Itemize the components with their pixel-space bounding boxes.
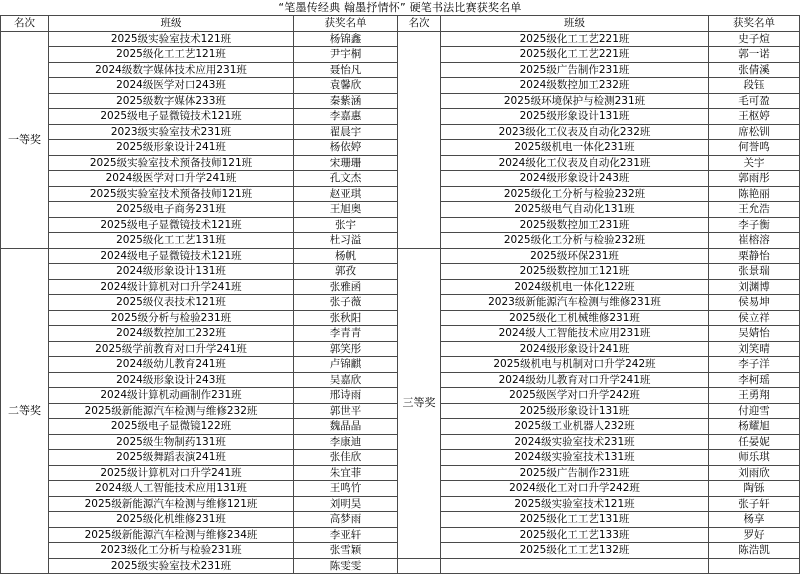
right-class-cell: 2024级形象设计241班 bbox=[441, 341, 709, 357]
right-winner-cell: 张倩溪 bbox=[709, 62, 800, 78]
right-winner-cell: 任晏妮 bbox=[709, 434, 800, 450]
left-winner-cell: 邢诗雨 bbox=[294, 388, 398, 404]
left-winner-cell: 张秋阳 bbox=[294, 310, 398, 326]
left-class-cell: 2024级数字媒体技术应用231班 bbox=[49, 62, 294, 78]
right-class-cell: 2025级电气自动化131班 bbox=[441, 202, 709, 218]
right-class-cell: 2024级形象设计243班 bbox=[441, 171, 709, 187]
left-class-cell: 2025级电子显微镜技术121班 bbox=[49, 109, 294, 125]
right-winner-cell: 吴婧怡 bbox=[709, 326, 800, 342]
right-class-cell: 2025级实验室技术121班 bbox=[441, 496, 709, 512]
right-winner-cell: 王枢婷 bbox=[709, 109, 800, 125]
left-class-cell: 2025级化机维修231班 bbox=[49, 512, 294, 528]
right-winner-cell: 王允浩 bbox=[709, 202, 800, 218]
left-class-cell: 2023级实验室技术231班 bbox=[49, 124, 294, 140]
right-class-cell: 2025级化工工艺133班 bbox=[441, 527, 709, 543]
right-class-cell: 2025级化工机械维修231班 bbox=[441, 310, 709, 326]
right-winner-cell: 刘渊博 bbox=[709, 279, 800, 295]
right-winner-cell: 席松钏 bbox=[709, 124, 800, 140]
left-winner-cell: 秦紫涵 bbox=[294, 93, 398, 109]
left-winner-cell: 聂怡凡 bbox=[294, 62, 398, 78]
left-class-cell: 2025级数字媒体233班 bbox=[49, 93, 294, 109]
left-winner-cell: 卢锦麒 bbox=[294, 357, 398, 373]
right-class-cell: 2025级化工工艺221班 bbox=[441, 47, 709, 63]
page-title: “笔墨传经典 翰墨抒情怀” 硬笔书法比赛获奖名单 bbox=[278, 1, 522, 14]
right-class-cell: 2024级数控加工232班 bbox=[441, 78, 709, 94]
left-class-cell: 2025级计算机对口升学241班 bbox=[49, 465, 294, 481]
left-winner-cell: 王鸣竹 bbox=[294, 481, 398, 497]
table-row bbox=[1, 31, 800, 47]
left-class-cell: 2023级化工分析与检验231班 bbox=[49, 543, 294, 559]
header-winner-left: 获奖名单 bbox=[294, 16, 398, 32]
right-winner-cell: 侯立祥 bbox=[709, 310, 800, 326]
left-class-cell: 2024级医学对口243班 bbox=[49, 78, 294, 94]
left-class-cell: 2025级实验室技术预备技师121班 bbox=[49, 155, 294, 171]
left-winner-cell: 宋珊珊 bbox=[294, 155, 398, 171]
left-class-cell: 2025级新能源汽车检测与维修232班 bbox=[49, 403, 294, 419]
left-class-cell: 2025级形象设计241班 bbox=[49, 140, 294, 156]
header-winner-right: 获奖名单 bbox=[709, 16, 800, 32]
right-winner-cell: 刘笑晴 bbox=[709, 341, 800, 357]
right-class-cell: 2023级新能源汽车检测与维修231班 bbox=[441, 295, 709, 311]
left-winner-cell: 朱宜菲 bbox=[294, 465, 398, 481]
left-class-cell: 2025级化工工艺131班 bbox=[49, 233, 294, 249]
right-winner-cell: 罗好 bbox=[709, 527, 800, 543]
right-winner-cell: 李柯瑶 bbox=[709, 372, 800, 388]
right-winner-cell: 杨享 bbox=[709, 512, 800, 528]
table-row bbox=[1, 248, 800, 264]
empty-cell bbox=[398, 558, 441, 574]
left-winner-cell: 吴嘉欣 bbox=[294, 372, 398, 388]
left-winner-cell: 杨依婷 bbox=[294, 140, 398, 156]
right-class-cell: 2025级机电与机制对口升学242班 bbox=[441, 357, 709, 373]
left-winner-cell: 李青青 bbox=[294, 326, 398, 342]
right-class-cell: 2025级形象设计131班 bbox=[441, 403, 709, 419]
left-winner-cell: 郭世平 bbox=[294, 403, 398, 419]
right-class-cell: 2025级数控加工121班 bbox=[441, 264, 709, 280]
left-winner-cell: 张子薇 bbox=[294, 295, 398, 311]
right-class-cell: 2025级化工工艺221班 bbox=[441, 31, 709, 47]
right-winner-cell: 王勇翔 bbox=[709, 388, 800, 404]
left-winner-cell: 尹宇桐 bbox=[294, 47, 398, 63]
left-class-cell: 2025级电子显微镜技术121班 bbox=[49, 217, 294, 233]
right-class-cell: 2024级实验室技术131班 bbox=[441, 450, 709, 466]
right-winner-cell: 付迎雪 bbox=[709, 403, 800, 419]
right-rank-cell: 三等奖 bbox=[398, 248, 441, 558]
left-winner-cell: 李康迪 bbox=[294, 434, 398, 450]
left-winner-cell: 刘明昊 bbox=[294, 496, 398, 512]
right-class-cell: 2025级化工分析与检验232班 bbox=[441, 186, 709, 202]
right-class-cell: 2024级化工对口升学242班 bbox=[441, 481, 709, 497]
right-winner-cell: 史子煊 bbox=[709, 31, 800, 47]
right-winner-cell: 郭雨彤 bbox=[709, 171, 800, 187]
right-winner-cell: 陈浩凯 bbox=[709, 543, 800, 559]
right-winner-cell: 陈艳丽 bbox=[709, 186, 800, 202]
table-row bbox=[1, 558, 800, 574]
left-winner-cell: 李嘉惠 bbox=[294, 109, 398, 125]
header-class-right: 班级 bbox=[441, 16, 709, 32]
right-rank-cell bbox=[398, 31, 441, 248]
header-rank-right: 名次 bbox=[398, 16, 441, 32]
right-winner-cell: 张子轩 bbox=[709, 496, 800, 512]
award-table bbox=[0, 15, 800, 574]
right-winner-cell: 关宇 bbox=[709, 155, 800, 171]
left-winner-cell: 李亚轩 bbox=[294, 527, 398, 543]
left-class-cell: 2024级人工智能技术应用131班 bbox=[49, 481, 294, 497]
right-winner-cell: 陶铄 bbox=[709, 481, 800, 497]
right-winner-cell: 毛可盈 bbox=[709, 93, 800, 109]
left-class-cell: 2025级电子商务231班 bbox=[49, 202, 294, 218]
right-class-cell: 2024级实验室技术231班 bbox=[441, 434, 709, 450]
header-rank-left: 名次 bbox=[1, 16, 49, 32]
left-class-cell: 2024级数控加工232班 bbox=[49, 326, 294, 342]
right-class-cell: 2025级工业机器人232班 bbox=[441, 419, 709, 435]
left-winner-cell: 赵亚琪 bbox=[294, 186, 398, 202]
right-class-cell: 2025级数控加工231班 bbox=[441, 217, 709, 233]
left-rank-cell: 二等奖 bbox=[1, 248, 49, 574]
left-winner-cell: 高梦雨 bbox=[294, 512, 398, 528]
right-winner-cell: 郭一诺 bbox=[709, 47, 800, 63]
left-class-cell: 2024级幼儿教育241班 bbox=[49, 357, 294, 373]
right-class-cell: 2025级化工工艺131班 bbox=[441, 512, 709, 528]
right-class-cell: 2024级机电一体化122班 bbox=[441, 279, 709, 295]
left-class-cell: 2024级电子显微镜技术121班 bbox=[49, 248, 294, 264]
left-winner-cell: 陈雯雯 bbox=[294, 558, 398, 574]
left-winner-cell: 孔文杰 bbox=[294, 171, 398, 187]
right-class-cell: 2024级人工智能技术应用231班 bbox=[441, 326, 709, 342]
right-class-cell: 2025级机电一体化231班 bbox=[441, 140, 709, 156]
left-winner-cell: 郭笑彤 bbox=[294, 341, 398, 357]
right-winner-cell: 师乐琪 bbox=[709, 450, 800, 466]
left-winner-cell: 翟晨宇 bbox=[294, 124, 398, 140]
left-class-cell: 2024级医学对口升学241班 bbox=[49, 171, 294, 187]
left-winner-cell: 袁馨欣 bbox=[294, 78, 398, 94]
left-class-cell: 2024级形象设计243班 bbox=[49, 372, 294, 388]
header-class-left: 班级 bbox=[49, 16, 294, 32]
right-class-cell: 2025级化工分析与检验232班 bbox=[441, 233, 709, 249]
right-winner-cell: 侯易坤 bbox=[709, 295, 800, 311]
left-class-cell: 2025级学前教育对口升学241班 bbox=[49, 341, 294, 357]
left-winner-cell: 张雅函 bbox=[294, 279, 398, 295]
right-class-cell: 2025级形象设计131班 bbox=[441, 109, 709, 125]
left-class-cell: 2025级新能源汽车检测与维修121班 bbox=[49, 496, 294, 512]
right-class-cell: 2025级广告制作231班 bbox=[441, 62, 709, 78]
left-class-cell: 2025级舞蹈表演241班 bbox=[49, 450, 294, 466]
left-winner-cell: 杜习溢 bbox=[294, 233, 398, 249]
empty-cell bbox=[441, 558, 709, 574]
right-class-cell: 2025级环境保护与检测231班 bbox=[441, 93, 709, 109]
right-winner-cell: 刘雨欣 bbox=[709, 465, 800, 481]
left-class-cell: 2025级实验室技术预备技师121班 bbox=[49, 186, 294, 202]
left-winner-cell: 郭孜 bbox=[294, 264, 398, 280]
left-rank-cell: 一等奖 bbox=[1, 31, 49, 248]
right-class-cell: 2025级化工工艺132班 bbox=[441, 543, 709, 559]
left-class-cell: 2025级仪表技术121班 bbox=[49, 295, 294, 311]
award-table-body bbox=[1, 31, 800, 574]
left-winner-cell: 杨锦鑫 bbox=[294, 31, 398, 47]
left-class-cell: 2024级形象设计131班 bbox=[49, 264, 294, 280]
left-winner-cell: 张佳欣 bbox=[294, 450, 398, 466]
right-winner-cell: 段钰 bbox=[709, 78, 800, 94]
left-class-cell: 2025级实验室技术231班 bbox=[49, 558, 294, 574]
right-winner-cell: 崔榕溶 bbox=[709, 233, 800, 249]
left-winner-cell: 张雪颖 bbox=[294, 543, 398, 559]
left-winner-cell: 张宇 bbox=[294, 217, 398, 233]
right-winner-cell: 张景瑞 bbox=[709, 264, 800, 280]
left-class-cell: 2025级分析与检验231班 bbox=[49, 310, 294, 326]
left-class-cell: 2025级新能源汽车检测与维修234班 bbox=[49, 527, 294, 543]
left-class-cell: 2024级计算机对口升学241班 bbox=[49, 279, 294, 295]
right-winner-cell: 何誉鸣 bbox=[709, 140, 800, 156]
right-class-cell: 2024级化工仪表及自动化231班 bbox=[441, 155, 709, 171]
right-class-cell: 2025级广告制作231班 bbox=[441, 465, 709, 481]
right-class-cell: 2024级幼儿教育对口升学241班 bbox=[441, 372, 709, 388]
left-class-cell: 2024级计算机动画制作231班 bbox=[49, 388, 294, 404]
left-winner-cell: 杨帆 bbox=[294, 248, 398, 264]
right-class-cell: 2023级化工仪表及自动化232班 bbox=[441, 124, 709, 140]
left-class-cell: 2025级实验室技术121班 bbox=[49, 31, 294, 47]
right-winner-cell: 李子洋 bbox=[709, 357, 800, 373]
left-winner-cell: 魏晶晶 bbox=[294, 419, 398, 435]
left-winner-cell: 王旭奥 bbox=[294, 202, 398, 218]
right-winner-cell: 李子衡 bbox=[709, 217, 800, 233]
right-class-cell: 2025级医学对口升学242班 bbox=[441, 388, 709, 404]
left-class-cell: 2025级电子显微镜122班 bbox=[49, 419, 294, 435]
left-class-cell: 2025级化工工艺121班 bbox=[49, 47, 294, 63]
right-winner-cell: 栗静怡 bbox=[709, 248, 800, 264]
right-winner-cell: 杨耀旭 bbox=[709, 419, 800, 435]
right-class-cell: 2025级环保231班 bbox=[441, 248, 709, 264]
empty-cell bbox=[709, 558, 800, 574]
left-class-cell: 2025级生物制药131班 bbox=[49, 434, 294, 450]
header-row bbox=[1, 16, 800, 32]
